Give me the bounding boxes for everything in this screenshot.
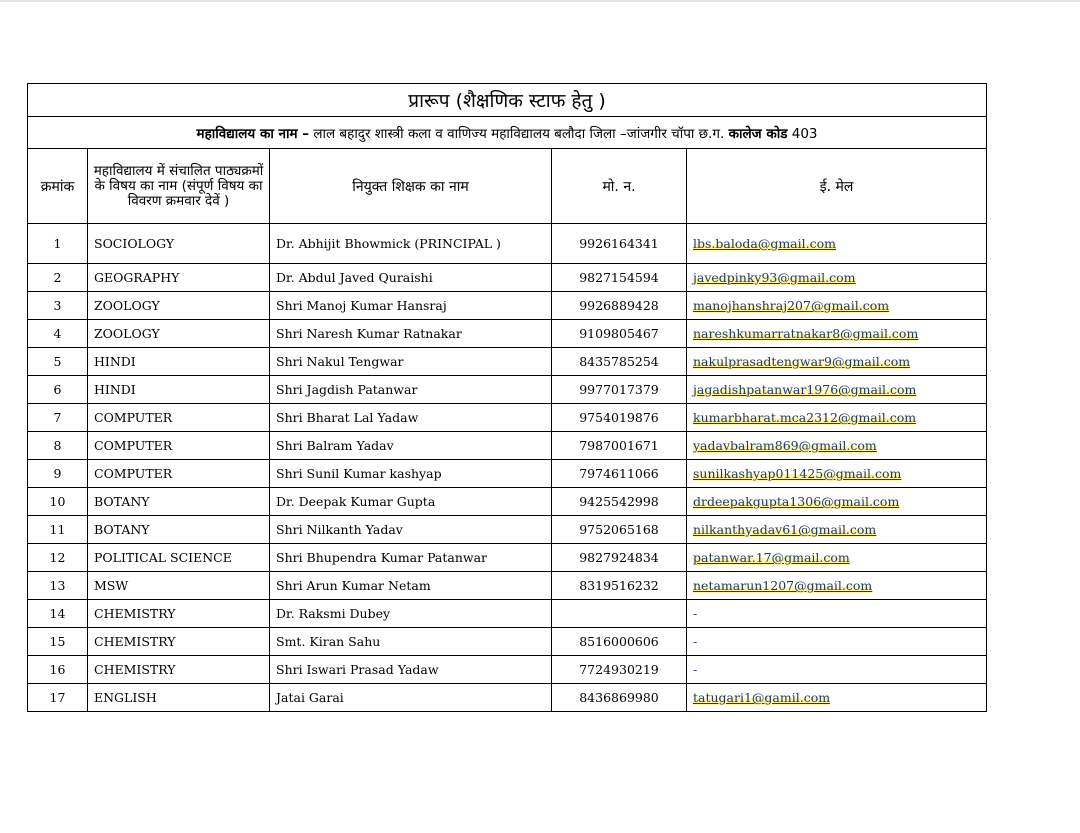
teacher-name-cell: Dr. Abdul Javed Quraishi	[270, 264, 552, 292]
subject-cell: HINDI	[88, 348, 270, 376]
subject-cell: COMPUTER	[88, 460, 270, 488]
email-cell[interactable]	[687, 320, 987, 348]
teacher-name-cell: Shri Manoj Kumar Hansraj	[270, 292, 552, 320]
teacher-name-cell: Shri Jagdish Patanwar	[270, 376, 552, 404]
email-link[interactable]: kumarbharat.mca2312@gmail.com	[693, 410, 917, 425]
top-divider	[0, 0, 1080, 2]
teacher-name-cell: Shri Arun Kumar Netam	[270, 572, 552, 600]
mobile-cell: 8516000606	[552, 628, 687, 656]
table-row	[28, 224, 987, 264]
table-row	[28, 516, 987, 544]
teacher-name-cell: Smt. Kiran Sahu	[270, 628, 552, 656]
teacher-name-cell: Shri Iswari Prasad Yadaw	[270, 656, 552, 684]
serial-cell: 14	[28, 600, 88, 628]
header-email: ई. मेल	[687, 149, 987, 224]
email-cell: -	[687, 656, 987, 684]
serial-cell: 4	[28, 320, 88, 348]
subject-cell: COMPUTER	[88, 404, 270, 432]
email-cell[interactable]	[687, 684, 987, 712]
subject-cell: BOTANY	[88, 488, 270, 516]
teacher-name-cell: Dr. Abhijit Bhowmick (PRINCIPAL )	[270, 224, 552, 264]
mobile-cell: 8436869980	[552, 684, 687, 712]
email-cell[interactable]	[687, 264, 987, 292]
serial-cell: 16	[28, 656, 88, 684]
email-link[interactable]: drdeepakgupta1306@gmail.com	[693, 494, 900, 509]
code-value: 403	[791, 125, 818, 142]
college-name: लाल बहादुर शास्त्री कला व वाणिज्य महाविद्यालय बलौदा जिला –जांजगीर चॉपा छ.ग.	[313, 125, 725, 142]
email-link[interactable]: javedpinky93@gmail.com	[693, 270, 856, 285]
teacher-name-cell: Shri Balram Yadav	[270, 432, 552, 460]
document-title: प्रारूप (शैक्षणिक स्टाफ हेतु )	[28, 84, 987, 117]
email-cell: -	[687, 628, 987, 656]
mobile-cell: 9109805467	[552, 320, 687, 348]
mobile-cell: 9754019876	[552, 404, 687, 432]
subject-cell: BOTANY	[88, 516, 270, 544]
email-link[interactable]: patanwar.17@gmail.com	[693, 550, 850, 565]
email-link[interactable]: nareshkumarratnakar8@gmail.com	[693, 326, 919, 341]
teacher-name-cell: Shri Nakul Tengwar	[270, 348, 552, 376]
subject-cell: MSW	[88, 572, 270, 600]
serial-cell: 10	[28, 488, 88, 516]
email-cell[interactable]	[687, 292, 987, 320]
serial-cell: 3	[28, 292, 88, 320]
mobile-cell: 9926164341	[552, 224, 687, 264]
serial-cell: 9	[28, 460, 88, 488]
subject-cell: HINDI	[88, 376, 270, 404]
email-cell[interactable]	[687, 376, 987, 404]
mobile-cell: 8319516232	[552, 572, 687, 600]
email-link[interactable]: yadavbalram869@gmail.com	[693, 438, 877, 453]
table-row	[28, 488, 987, 516]
email-cell[interactable]	[687, 224, 987, 264]
email-cell[interactable]	[687, 488, 987, 516]
table-row	[28, 572, 987, 600]
email-cell[interactable]	[687, 432, 987, 460]
email-cell[interactable]	[687, 460, 987, 488]
email-link[interactable]: tatugari1@gamil.com	[693, 690, 831, 705]
table-row	[28, 404, 987, 432]
email-cell[interactable]	[687, 404, 987, 432]
email-cell[interactable]	[687, 572, 987, 600]
table-row	[28, 376, 987, 404]
teacher-name-cell: Dr. Deepak Kumar Gupta	[270, 488, 552, 516]
header-serial: क्रमांक	[28, 149, 88, 224]
email-link[interactable]: jagadishpatanwar1976@gmail.com	[693, 382, 917, 397]
serial-cell: 5	[28, 348, 88, 376]
email-link[interactable]: sunilkashyap011425@gmail.com	[693, 466, 902, 481]
table-row	[28, 292, 987, 320]
code-label: कालेज कोड	[728, 125, 788, 142]
subject-cell: ZOOLOGY	[88, 320, 270, 348]
subject-cell: CHEMISTRY	[88, 628, 270, 656]
serial-cell: 2	[28, 264, 88, 292]
serial-cell: 17	[28, 684, 88, 712]
subject-cell: CHEMISTRY	[88, 600, 270, 628]
serial-cell: 12	[28, 544, 88, 572]
college-info	[28, 117, 987, 149]
email-link[interactable]: lbs.baloda@gmail.com	[693, 236, 836, 251]
mobile-cell: 8435785254	[552, 348, 687, 376]
teacher-name-cell: Shri Bharat Lal Yadaw	[270, 404, 552, 432]
teacher-name-cell: Jatai Garai	[270, 684, 552, 712]
mobile-cell: 9926889428	[552, 292, 687, 320]
email-link[interactable]: netamarun1207@gmail.com	[693, 578, 873, 593]
mobile-cell: 7987001671	[552, 432, 687, 460]
teacher-name-cell: Dr. Raksmi Dubey	[270, 600, 552, 628]
subject-cell: GEOGRAPHY	[88, 264, 270, 292]
subject-cell: SOCIOLOGY	[88, 224, 270, 264]
mobile-cell: 9752065168	[552, 516, 687, 544]
table-row	[28, 320, 987, 348]
mobile-cell: 9425542998	[552, 488, 687, 516]
serial-cell: 7	[28, 404, 88, 432]
email-cell[interactable]	[687, 516, 987, 544]
email-cell[interactable]	[687, 544, 987, 572]
mobile-cell: 9827154594	[552, 264, 687, 292]
table-row	[28, 432, 987, 460]
staff-table	[27, 83, 987, 712]
serial-cell: 15	[28, 628, 88, 656]
subject-cell: ZOOLOGY	[88, 292, 270, 320]
teacher-name-cell: Shri Nilkanth Yadav	[270, 516, 552, 544]
teacher-name-cell: Shri Bhupendra Kumar Patanwar	[270, 544, 552, 572]
email-cell[interactable]	[687, 348, 987, 376]
subject-cell: POLITICAL SCIENCE	[88, 544, 270, 572]
mobile-cell	[552, 600, 687, 628]
email-cell: -	[687, 600, 987, 628]
email-link[interactable]: manojhanshraj207@gmail.com	[693, 298, 890, 313]
email-link[interactable]: nakulprasadtengwar9@gmail.com	[693, 354, 911, 369]
serial-cell: 1	[28, 224, 88, 264]
teacher-name-cell: Shri Naresh Kumar Ratnakar	[270, 320, 552, 348]
table-row	[28, 460, 987, 488]
mobile-cell: 9977017379	[552, 376, 687, 404]
teacher-name-cell: Shri Sunil Kumar kashyap	[270, 460, 552, 488]
email-link[interactable]: nilkanthyadav61@gmail.com	[693, 522, 877, 537]
table-row	[28, 656, 987, 684]
mobile-cell: 7724930219	[552, 656, 687, 684]
mobile-cell: 9827924834	[552, 544, 687, 572]
serial-cell: 6	[28, 376, 88, 404]
serial-cell: 13	[28, 572, 88, 600]
table-row	[28, 264, 987, 292]
table-row	[28, 348, 987, 376]
college-label: महाविद्यालय का नाम –	[196, 125, 310, 142]
subject-cell: CHEMISTRY	[88, 656, 270, 684]
header-teacher: नियुक्त शिक्षक का नाम	[270, 149, 552, 224]
header-mobile: मो. न.	[552, 149, 687, 224]
table-row	[28, 600, 987, 628]
subject-cell: ENGLISH	[88, 684, 270, 712]
serial-cell: 11	[28, 516, 88, 544]
table-row	[28, 544, 987, 572]
mobile-cell: 7974611066	[552, 460, 687, 488]
serial-cell: 8	[28, 432, 88, 460]
table-row	[28, 628, 987, 656]
table-row	[28, 684, 987, 712]
header-subject: महाविद्यालय में संचालित पाठ्यक्रमों के विषय का नाम (संपूर्ण विषय का विवरण क्रमवार देवें )	[88, 149, 270, 224]
subject-cell: COMPUTER	[88, 432, 270, 460]
